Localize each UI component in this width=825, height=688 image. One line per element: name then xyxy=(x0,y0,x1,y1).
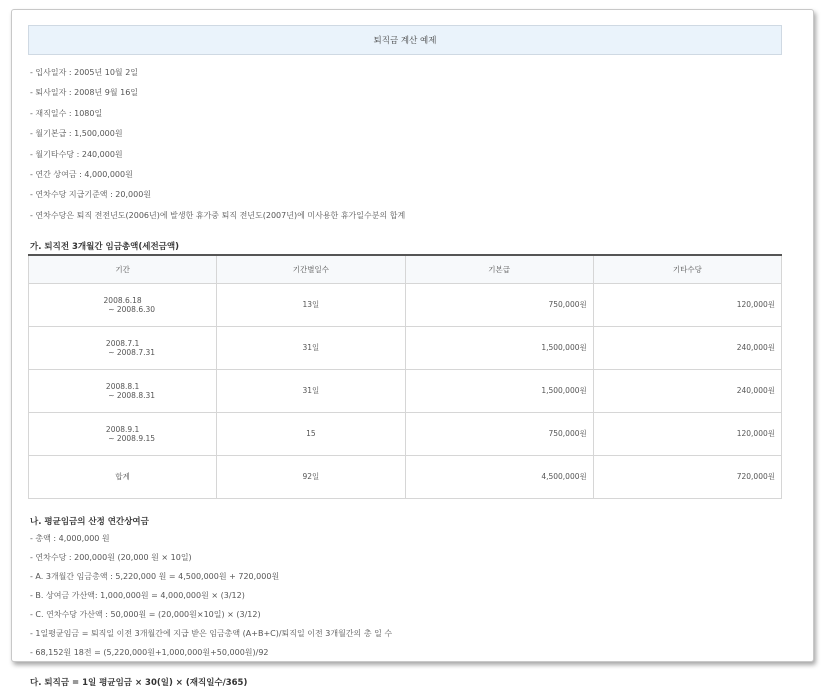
table-header-row xyxy=(29,255,782,283)
info-line: - 월기본급 : 1,500,000원 xyxy=(30,129,123,139)
other-allowance-cell: 240,000원 xyxy=(593,369,781,412)
info-list xyxy=(28,63,782,226)
period-to: ~ 2008.8.31 xyxy=(108,390,156,400)
total-label-cell: 합계 xyxy=(29,455,217,498)
base-pay-cell: 750,000원 xyxy=(405,283,593,326)
base-pay-cell: 750,000원 xyxy=(405,412,593,455)
total-other-allowance-cell: 720,000원 xyxy=(593,455,781,498)
days-cell: 13일 xyxy=(217,283,405,326)
info-line: - 입사일자 : 2005년 10월 2일 xyxy=(30,68,139,77)
calc-line: - 1일평균임금 = 퇴직일 이전 3개월간에 지급 받은 임금총액 (A+B+C)/퇴직일 이전 3개월간의 총 일 수 xyxy=(30,628,393,638)
base-pay-cell: 1,500,000원 xyxy=(405,369,593,412)
section-c-title: 다. 퇴직금 = 1일 평균임금 × 30(일) × (재직일수/365) xyxy=(30,677,248,688)
header-days: 기간별일수 xyxy=(217,255,405,283)
period-cell xyxy=(29,283,217,326)
other-allowance-cell: 120,000원 xyxy=(593,412,781,455)
calc-line: - C. 연차수당 가산액 : 50,000원 = (20,000원×10일) × (3/12) xyxy=(30,609,261,619)
calc-line: - 연차수당 : 200,000원 (20,000 원 × 10일) xyxy=(30,552,192,562)
period-cell xyxy=(29,369,217,412)
table-row xyxy=(29,369,782,412)
info-line: - 연차수당은 퇴직 전전년도(2006년)에 발생한 휴가중 퇴직 전년도(2007년)에 미사용한 휴가일수분의 합계 xyxy=(30,210,406,220)
calc-line: - B. 상여금 가산액: 1,000,000원 = 4,000,000원 × (3/12) xyxy=(30,590,245,600)
info-line: - 연차수당 지급기준액 : 20,000원 xyxy=(30,190,152,200)
info-line: - 연간 상여금 : 4,000,000원 xyxy=(30,170,133,180)
base-pay-cell: 1,500,000원 xyxy=(405,326,593,369)
total-base-pay-cell: 4,500,000원 xyxy=(405,455,593,498)
section-b-list xyxy=(28,529,782,662)
table-total-row xyxy=(29,455,782,498)
period-cell xyxy=(29,412,217,455)
document-title: 퇴직금 계산 예제 xyxy=(28,25,782,55)
document-content xyxy=(28,25,782,688)
days-cell: 31일 xyxy=(217,326,405,369)
section-a-title: 가. 퇴직전 3개월간 임금총액(세전금액) xyxy=(30,242,179,253)
days-cell: 15 xyxy=(217,412,405,455)
table-row xyxy=(29,412,782,455)
period-from: 2008.8.1 xyxy=(105,381,140,391)
days-cell: 31일 xyxy=(217,369,405,412)
header-period: 기간 xyxy=(29,255,217,283)
other-allowance-cell: 120,000원 xyxy=(593,283,781,326)
wage-table xyxy=(28,254,782,499)
table-row xyxy=(29,326,782,369)
period-cell xyxy=(29,326,217,369)
info-line: - 퇴사일자 : 2008년 9월 16일 xyxy=(30,88,139,98)
header-base-pay: 기본급 xyxy=(405,255,593,283)
other-allowance-cell: 240,000원 xyxy=(593,326,781,369)
section-b-title: 나. 평균임금의 산정 연간상여금 xyxy=(30,516,149,527)
period-from: 2008.7.1 xyxy=(105,338,140,348)
header-other-allowance: 기타수당 xyxy=(593,255,781,283)
period-to: ~ 2008.6.30 xyxy=(108,304,156,314)
calc-line: - 68,152원 18전 = (5,220,000원+1,000,000원+50,000원)/92 xyxy=(30,647,269,657)
info-line: - 월기타수당 : 240,000원 xyxy=(30,149,123,159)
period-from: 2008.6.18 xyxy=(103,295,142,305)
info-line: - 재직일수 : 1080일 xyxy=(30,108,103,118)
period-to: ~ 2008.9.15 xyxy=(108,433,156,443)
table-row xyxy=(29,283,782,326)
calc-line: - A. 3개월간 임금총액 : 5,220,000 원 = 4,500,000원 + 720,000원 xyxy=(30,571,280,581)
period-to: ~ 2008.7.31 xyxy=(108,347,156,357)
calc-line: - 총액 : 4,000,000 원 xyxy=(30,533,110,543)
period-from: 2008.9.1 xyxy=(105,424,140,434)
total-days-cell: 92일 xyxy=(217,455,405,498)
